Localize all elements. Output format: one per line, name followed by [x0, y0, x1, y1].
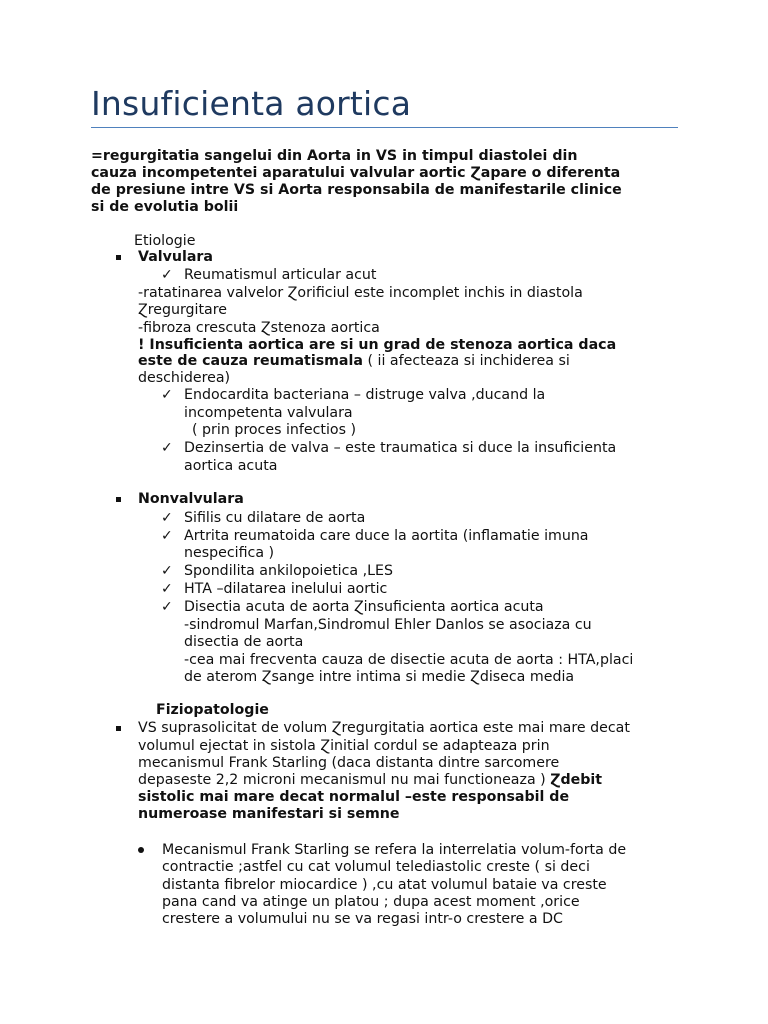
checkmark-icon: ✓	[161, 528, 173, 544]
square-bullet-icon	[116, 726, 121, 731]
checkmark-icon: ✓	[161, 440, 173, 456]
valvulara-check-2-l3: ( prin proces infectios )	[192, 422, 357, 438]
valvulara-bold-1: ! Insuficienta aortica are si un grad de stenoza aortica daca	[138, 337, 617, 353]
checkmark-icon: ✓	[161, 387, 173, 403]
fizio-p1-l5: sistolic mai mare decat normalul –este responsabil de	[138, 789, 570, 805]
title-underline	[91, 127, 678, 128]
intro-line-2: cauza incompetentei aparatului valvular aortic Ɀapare o diferenta	[91, 165, 621, 181]
nonvalvulara-check-3: Spondilita ankilopoietica ,LES	[184, 563, 393, 579]
nonvalvulara-check-4: HTA –dilatarea inelului aortic	[184, 581, 388, 597]
checkmark-icon: ✓	[161, 581, 173, 597]
fizio-p1-l3: mecanismul Frank Starling (daca distanta dintre sarcomere	[138, 755, 560, 771]
nonvalvulara-label: Nonvalvulara	[138, 491, 244, 507]
nonvalvulara-check-5-l3: disectia de aorta	[184, 634, 304, 650]
intro-line-3: de presiune intre VS si Aorta responsabila de manifestarile clinice	[91, 182, 622, 198]
nonvalvulara-check-1: Sifilis cu dilatare de aorta	[184, 510, 366, 526]
fizio-p1-l6: numeroase manifestari si semne	[138, 806, 400, 822]
checkmark-icon: ✓	[161, 563, 173, 579]
valvulara-check-3-l2: aortica acuta	[184, 458, 278, 474]
valvulara-check-1: Reumatismul articular acut	[184, 267, 377, 283]
fizio-p1-l4-line	[138, 772, 602, 789]
nonvalvulara-check-5-l5: de aterom Ɀsange intre intima si medie Ɀdiseca media	[184, 669, 575, 685]
valvulara-text-3: -fibroza crescuta Ɀstenoza aortica	[138, 320, 380, 336]
fizio-p1-l2: volumul ejectat in sistola Ɀinitial cordul se adapteaza prin	[138, 738, 550, 754]
intro-line-4: si de evolutia bolii	[91, 199, 239, 215]
valvulara-check-3-l1: Dezinsertia de valva – este traumatica si duce la insuficienta	[184, 440, 617, 456]
valvulara-text-4: deschiderea)	[138, 370, 231, 386]
square-bullet-icon	[116, 497, 121, 502]
fiziopatologie-heading: Fiziopatologie	[156, 702, 269, 718]
fizio-p1-l4: depaseste 2,2 microni mecanismul nu mai functioneaza )	[138, 772, 551, 788]
fizio-p2-l3: distanta fibrelor miocardice ) ,cu atat volumul bataie va creste	[162, 877, 607, 893]
valvulara-text-1: -ratatinarea valvelor Ɀorificiul este incomplet inchis in diastola	[138, 285, 583, 301]
square-bullet-icon	[116, 255, 121, 260]
valvulara-check-2-l2: incompetenta valvulara	[184, 405, 353, 421]
etiologie-heading: Etiologie	[134, 233, 196, 249]
valvulara-text-2: Ɀregurgitare	[138, 302, 228, 318]
valvulara-bold-2-tail: ( ii afecteaza si inchiderea si	[362, 353, 570, 369]
nonvalvulara-check-5-l1: Disectia acuta de aorta Ɀinsuficienta aortica acuta	[184, 599, 544, 615]
valvulara-label: Valvulara	[138, 249, 213, 265]
nonvalvulara-check-2-l1: Artrita reumatoida care duce la aortita (inflamatie imuna	[184, 528, 589, 544]
nonvalvulara-check-2-l2: nespecifica )	[184, 545, 275, 561]
fizio-p1-l4-bold: Ɀdebit	[550, 772, 603, 788]
page-title: Insuficienta aortica	[91, 84, 412, 123]
fizio-p2-l2: contractie ;astfel cu cat volumul telediastolic creste ( si deci	[162, 859, 590, 875]
nonvalvulara-check-5-l2: -sindromul Marfan,Sindromul Ehler Danlos se asociaza cu	[184, 617, 592, 633]
valvulara-check-2-l1: Endocardita bacteriana – distruge valva ,ducand la	[184, 387, 546, 403]
nonvalvulara-check-5-l4: -cea mai frecventa cauza de disectie acuta de aorta : HTA,placi	[184, 652, 634, 668]
round-bullet-icon	[138, 847, 144, 853]
fizio-p2-l4: pana cand va atinge un platou ; dupa acest moment ,orice	[162, 894, 580, 910]
fizio-p2-l5: crestere a volumului nu se va regasi intr-o crestere a DC	[162, 911, 563, 927]
intro-line-1: =regurgitatia sangelui din Aorta in VS in timpul diastolei din	[91, 148, 578, 164]
valvulara-bold-2-line	[138, 353, 570, 370]
fizio-p1-l1: VS suprasolicitat de volum Ɀregurgitatia aortica este mai mare decat	[138, 720, 630, 736]
valvulara-bold-2: este de cauza reumatismala	[138, 353, 363, 369]
fizio-p2-l1: Mecanismul Frank Starling se refera la interrelatia volum-forta de	[162, 842, 627, 858]
checkmark-icon: ✓	[161, 267, 173, 283]
checkmark-icon: ✓	[161, 510, 173, 526]
checkmark-icon: ✓	[161, 599, 173, 615]
